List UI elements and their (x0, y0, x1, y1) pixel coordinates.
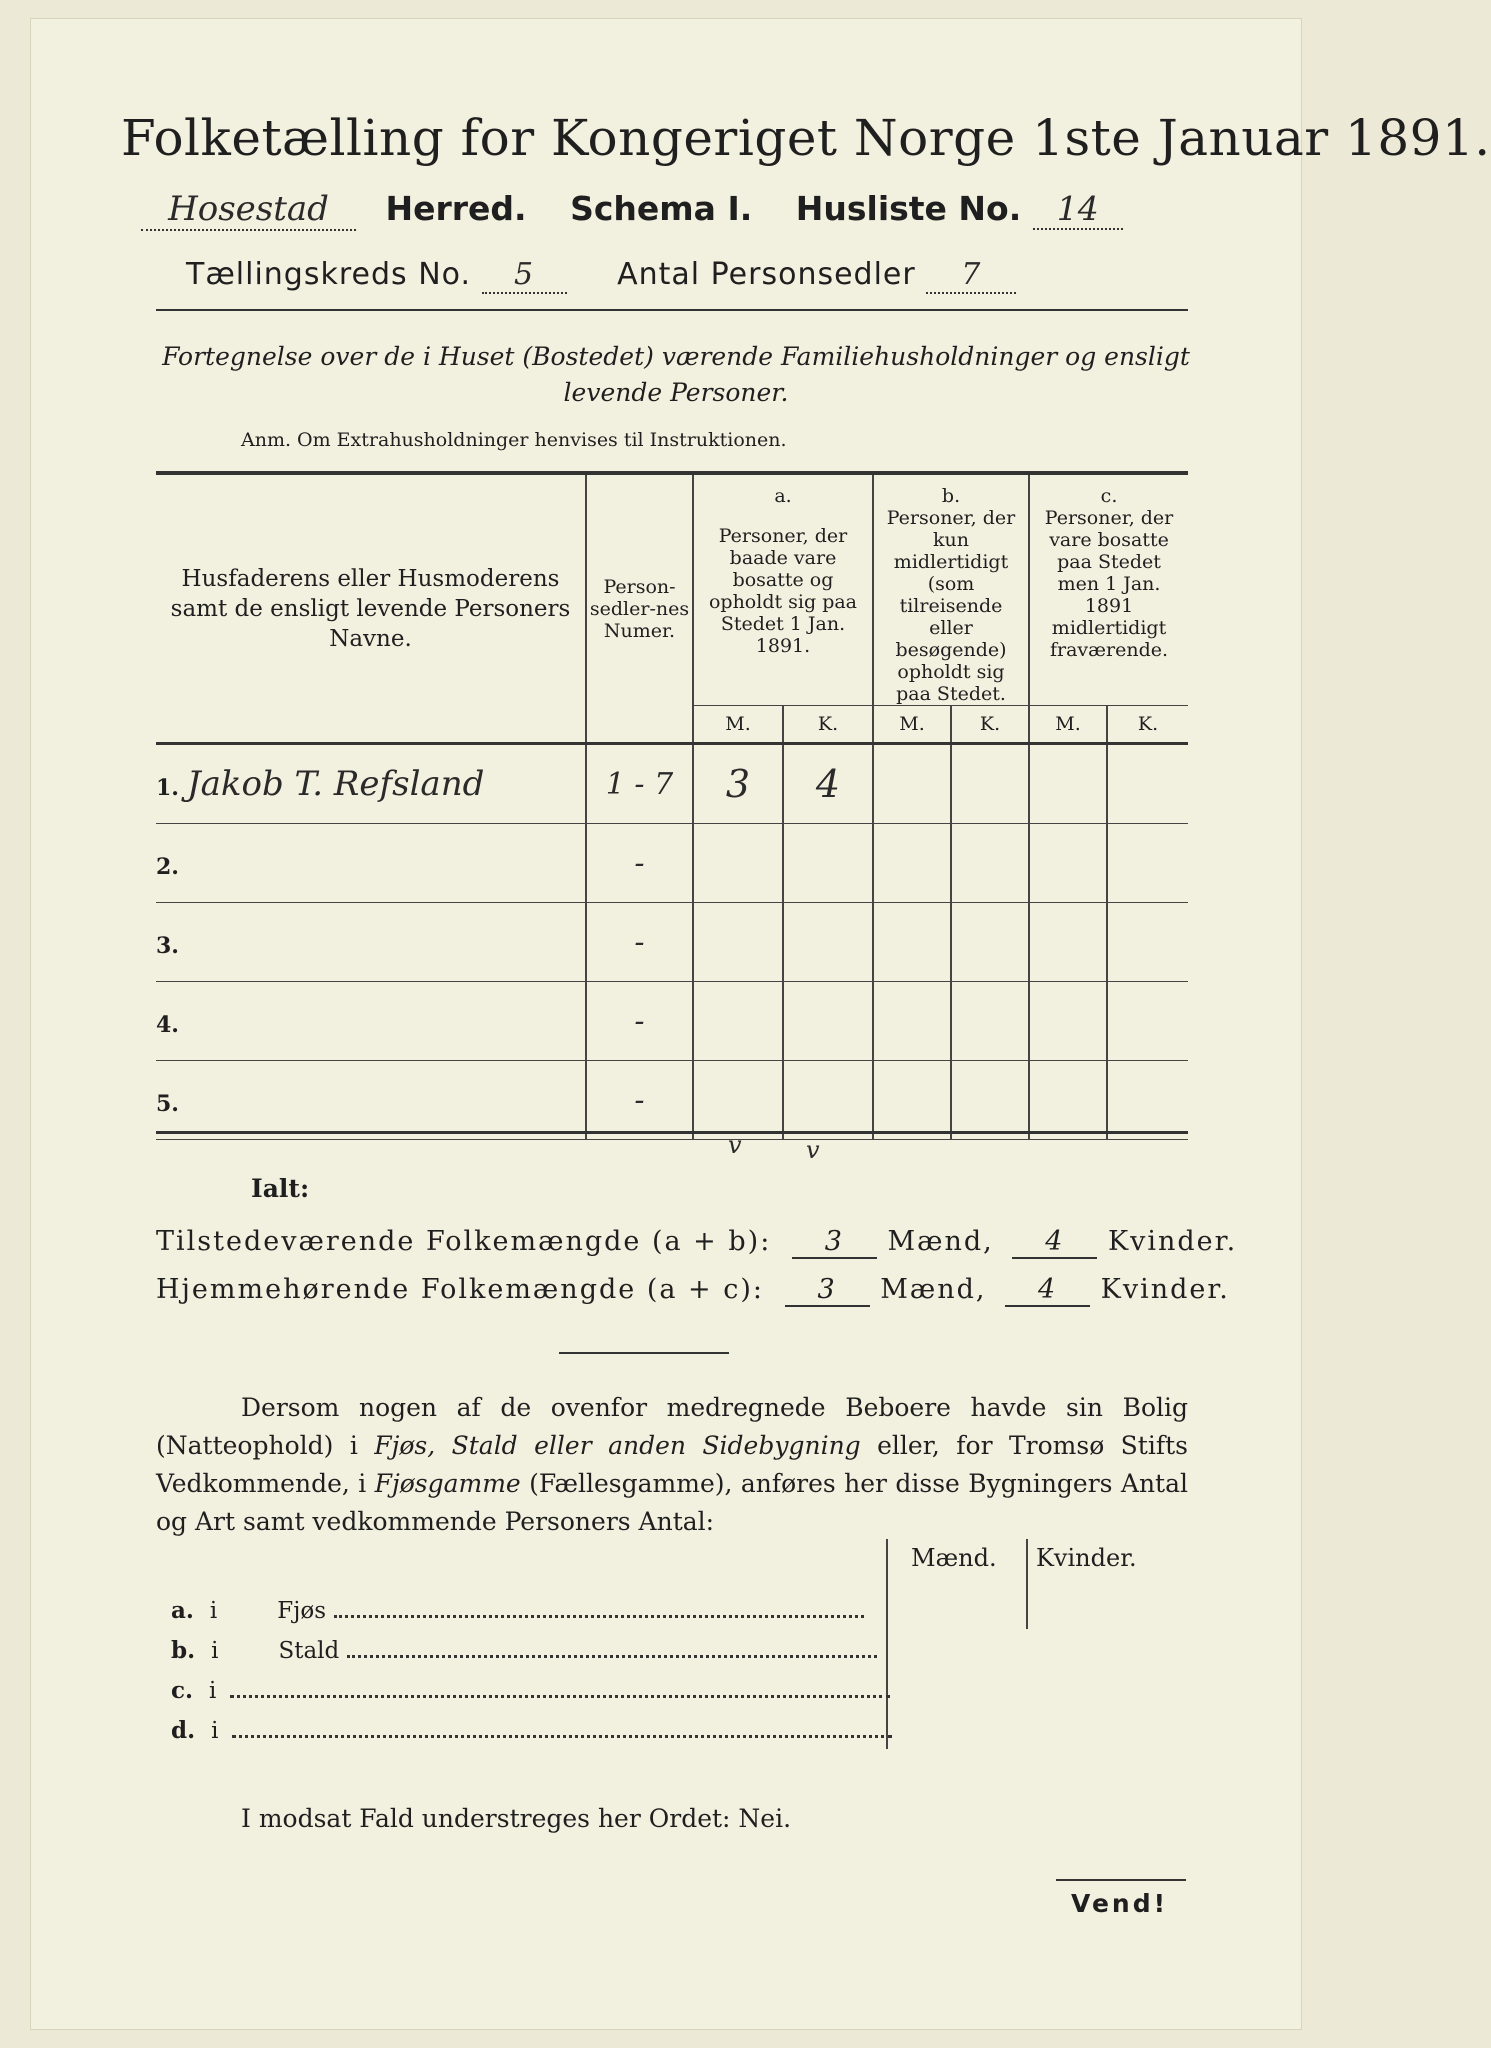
vend-rule (1056, 1879, 1186, 1881)
building-row-letter: c. (171, 1677, 194, 1704)
para-text-2: eller, for Tromsø Stifts Vedkommende, i (156, 1431, 1188, 1498)
herred-line (141, 189, 1123, 231)
buildings-divider-2 (1026, 1539, 1028, 1629)
ialt-label: Ialt: (251, 1174, 310, 1203)
building-row-dotted-line (230, 1695, 890, 1698)
personsedler-label: Antal Personsedler (617, 257, 916, 292)
building-row-letter: b. (171, 1637, 196, 1664)
row-name-cell (156, 982, 586, 1061)
building-row-dotted-line (347, 1655, 877, 1658)
row-numer-cell (586, 903, 693, 982)
hjemme-line (156, 1274, 1230, 1307)
table-row (156, 824, 1188, 903)
row-numer-cell (586, 824, 693, 903)
tilstede-line (156, 1226, 1237, 1259)
building-row-i: i (209, 1598, 218, 1624)
building-row (171, 1597, 864, 1624)
col-c-letter: c. (1100, 485, 1118, 507)
table-row (156, 903, 1188, 982)
col-a-k: K. (783, 706, 873, 744)
table-row (156, 744, 1188, 824)
form-subtitle: Fortegnelse over de i Huset (Bostedet) værende Familiehusholdninger og ensligt levende Personer. (162, 342, 1190, 407)
hjemme-k-value: 4 (1005, 1274, 1090, 1307)
personsedler-value: 7 (926, 257, 1016, 294)
col-c-k: K. (1107, 706, 1188, 744)
row-a-k-cell (783, 1061, 873, 1140)
tilstede-label: Tilstedeværende Folkemængde (a + b): (156, 1226, 772, 1257)
row-a-m-cell (693, 744, 783, 824)
row-b-k-cell (951, 1061, 1029, 1140)
buildings-kvinder-header: Kvinder. (1036, 1544, 1137, 1572)
row-numer-value: 1 - 7 (605, 766, 674, 802)
row-a-k-cell (783, 824, 873, 903)
building-row (171, 1717, 892, 1744)
row-b-m-cell (873, 1061, 951, 1140)
buildings-maend-header: Mænd. (911, 1544, 997, 1572)
table-bottom-rule (156, 1131, 1188, 1134)
row-name-cell (156, 824, 586, 903)
tilstede-m-value: 3 (792, 1226, 877, 1259)
row-a-k-cell (783, 744, 873, 824)
para-text-3: (Fællesgamme), anføres her disse Bygningers Antal og Art samt vedkommende Personers Antal: (156, 1469, 1188, 1536)
col-a-letter: a. (774, 485, 792, 507)
row-a-m-cell (693, 824, 783, 903)
col-b-k: K. (951, 706, 1029, 744)
col-c-text: Personer, der vare bosatte paa Stedet men 1 Jan. 1891 midlertidigt fraværende. (1044, 507, 1174, 661)
tilstede-k-value: 4 (1012, 1226, 1097, 1259)
header-names: Husfaderens eller Husmoderens samt de ensligt levende Personers Navne. (170, 565, 571, 652)
row-a-m-cell (693, 1061, 783, 1140)
row-a-m-cell (693, 982, 783, 1061)
vend-label: Vend! (1071, 1889, 1169, 1918)
col-a-m: M. (693, 706, 783, 744)
hjemme-label: Hjemmehørende Folkemængde (a + c): (156, 1274, 764, 1305)
building-row-letter: d. (171, 1717, 196, 1744)
row-b-m-cell (873, 982, 951, 1061)
row-b-k-cell (951, 744, 1029, 824)
row-number: 2. (156, 854, 179, 880)
row-number: 1. (156, 775, 179, 801)
herred-label: Herred. (385, 189, 527, 228)
table-row (156, 1061, 1188, 1140)
building-row-label: Stald (278, 1638, 340, 1664)
row-c-m-cell (1029, 744, 1107, 824)
row-b-m-cell (873, 903, 951, 982)
hjemme-maend: Mænd, (880, 1274, 987, 1305)
row-a-k-cell (783, 903, 873, 982)
col-b-text: Personer, der kun midlertidigt (som tilreisende eller besøgende) opholdt sig paa Stedet. (886, 507, 1016, 705)
divider-short (559, 1352, 729, 1354)
row-b-m-cell (873, 824, 951, 903)
building-row-i: i (211, 1718, 219, 1744)
row-numer-value: - (634, 924, 645, 960)
building-row-label: Fjøs (277, 1598, 327, 1624)
header-rule (156, 309, 1188, 311)
row-c-m-cell (1029, 982, 1107, 1061)
header-col-a (693, 473, 873, 706)
row-c-k-cell (1107, 982, 1188, 1061)
husliste-label: Husliste No. (795, 189, 1022, 228)
husliste-value: 14 (1033, 189, 1123, 230)
herred-value: Hosestad (141, 189, 356, 231)
para-text-1: Dersom nogen af de ovenfor medregnede Beboere havde sin Bolig (Natteophold) i (156, 1393, 1188, 1460)
row-a-m-value: 3 (725, 762, 751, 806)
row-numer-cell (586, 1061, 693, 1140)
row-c-m-cell (1029, 1061, 1107, 1140)
header-col-b (873, 473, 1029, 706)
tilstede-kvinder: Kvinder. (1107, 1226, 1238, 1257)
sidebygning-paragraph (156, 1389, 1188, 1541)
row-name-cell (156, 903, 586, 982)
col-b-m: M. (873, 706, 951, 744)
row-b-m-cell (873, 744, 951, 824)
row-numer-value: - (634, 1003, 645, 1039)
census-form-page (30, 18, 1491, 2030)
row-c-k-cell (1107, 1061, 1188, 1140)
building-row-letter: a. (171, 1597, 194, 1624)
annotation-note: Anm. Om Extrahusholdninger henvises til Instruktionen. (241, 429, 787, 451)
row-c-k-cell (1107, 903, 1188, 982)
row-b-k-cell (951, 903, 1029, 982)
household-table (156, 471, 1188, 1140)
row-b-k-cell (951, 982, 1029, 1061)
row-name-cell (156, 744, 586, 824)
hjemme-m-value: 3 (785, 1274, 870, 1307)
form-title: Folketælling for Kongeriget Norge 1ste Januar 1891. (121, 109, 1491, 167)
kreds-line (186, 257, 1016, 294)
row-c-k-cell (1107, 744, 1188, 824)
para-italic-1: Fjøs, Stald eller anden Sidebygning (374, 1431, 861, 1460)
row-a-k-value: 4 (815, 762, 841, 806)
row-numer-value: - (634, 845, 645, 881)
row-number: 3. (156, 933, 179, 959)
row-a-m-cell (693, 903, 783, 982)
header-numer: Person-sedler-nes Numer. (586, 473, 693, 744)
row-number: 4. (156, 1012, 179, 1038)
row-b-k-cell (951, 824, 1029, 903)
building-row-dotted-line (334, 1615, 864, 1618)
kreds-value: 5 (482, 257, 567, 294)
row-numer-cell (586, 982, 693, 1061)
header-col-c (1029, 473, 1188, 706)
row-numer-cell (586, 744, 693, 824)
check-mark-1: v (728, 1131, 742, 1159)
row-number: 5. (156, 1091, 179, 1117)
row-name-value: Jakob T. Refsland (186, 764, 485, 804)
building-row-i: i (209, 1678, 217, 1704)
row-c-m-cell (1029, 824, 1107, 903)
col-b-letter: b. (941, 485, 961, 507)
col-a-text: Personer, der baade vare bosatte og opholdt sig paa Stedet 1 Jan. 1891. (708, 525, 858, 657)
table-row (156, 982, 1188, 1061)
building-row-i: i (211, 1638, 219, 1664)
row-numer-value: - (634, 1082, 645, 1118)
para-italic-2: Fjøsgamme (374, 1469, 521, 1498)
building-row (171, 1637, 877, 1664)
row-c-k-cell (1107, 824, 1188, 903)
schema-label: Schema I. (570, 189, 753, 228)
building-row-dotted-line (232, 1735, 892, 1738)
check-mark-2: v (806, 1136, 820, 1164)
row-a-k-cell (783, 982, 873, 1061)
kreds-label: Tællingskreds No. (186, 257, 471, 292)
tilstede-maend: Mænd, (887, 1226, 994, 1257)
hjemme-kvinder: Kvinder. (1100, 1274, 1230, 1305)
row-name-cell (156, 1061, 586, 1140)
modsat-note: I modsat Fald understreges her Ordet: Nei. (241, 1804, 792, 1833)
row-c-m-cell (1029, 903, 1107, 982)
building-row (171, 1677, 890, 1704)
col-c-m: M. (1029, 706, 1107, 744)
